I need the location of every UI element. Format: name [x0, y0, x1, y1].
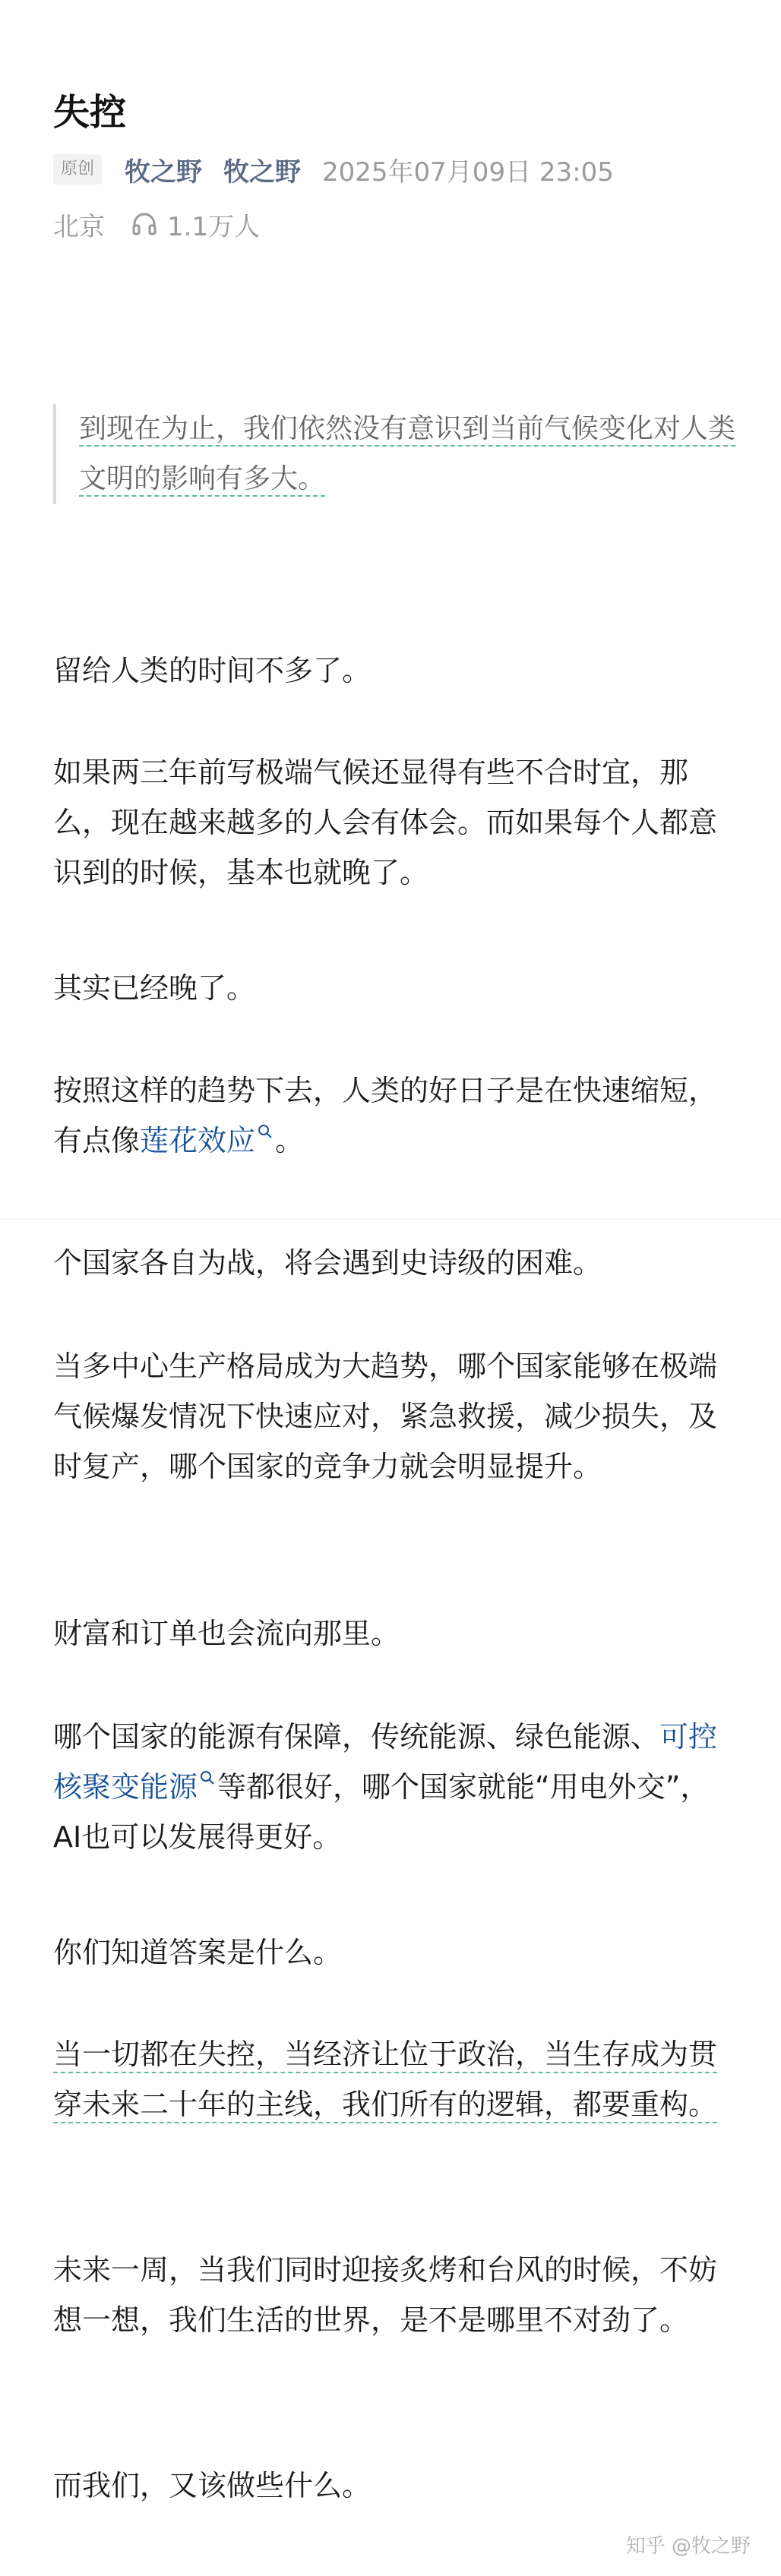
lotus-effect-link[interactable]: 莲花效应 — [140, 1124, 256, 1157]
original-badge: 原创 — [53, 154, 102, 185]
search-icon[interactable] — [257, 1123, 274, 1140]
headphone-icon — [131, 210, 158, 238]
paragraph — [53, 1065, 737, 1166]
paragraph: 当多中心生产格局成为大趋势，哪个国家能够在极端气候爆发情况下快速应对，紧急救援，减少损失，及时复产，哪个国家的竞争力就会明显提升。 — [53, 1350, 718, 1483]
article-meta — [53, 152, 614, 187]
author-name-repeat[interactable]: 牧之野 — [223, 156, 302, 188]
location: 北京 — [53, 211, 105, 242]
zhihu-watermark: 知乎 @牧之野 — [625, 2535, 751, 2558]
article-title: 失控 — [53, 91, 127, 134]
paragraph — [53, 2029, 737, 2129]
highlighted-text: 当一切都在失控，当经济让位于政治，当生存成为贯穿未来二十年的主线，我们所有的逻辑，都要重构。 — [53, 2038, 718, 2121]
paragraph-text: 等都很好，哪个国家就能“用电外交”，AI也可以发展得更好。 — [53, 1770, 710, 1854]
paragraph-text: 按照这样的趋势下去，人类的好日子是在快速缩短，有点像 — [53, 1074, 718, 1157]
paragraph-text: 哪个国家的能源有保障，传统能源、绿色能源、 — [53, 1720, 660, 1754]
paragraph — [53, 1712, 737, 1862]
divider — [0, 1218, 781, 1220]
article-meta-secondary — [53, 207, 260, 242]
quote-block — [53, 404, 737, 504]
publish-date: 2025年07月09日 23:05 — [322, 156, 614, 188]
fusion-energy-link[interactable]: 可控核聚变能源 — [53, 1720, 718, 1804]
paragraph: 未来一周，当我们同时迎接炙烤和台风的时候，不妨想一想，我们生活的世界，是不是哪里不对劲了。 — [53, 2253, 718, 2337]
paragraph: 其实已经晚了。 — [53, 971, 256, 1005]
listen-count: 1.1万人 — [167, 211, 261, 242]
paragraph: 你们知道答案是什么。 — [53, 1936, 343, 1969]
paragraph: 而我们，又该做些什么。 — [53, 2469, 372, 2502]
paragraph: 财富和订单也会流向那里。 — [53, 1617, 400, 1650]
quote-text: 到现在为止，我们依然没有意识到当前气候变化对人类文明的影响有多大。 — [79, 413, 736, 494]
paragraph: 留给人类的时间不多了。 — [53, 654, 372, 687]
paragraph: 个国家各自为战，将会遇到史诗级的困难。 — [53, 1246, 602, 1280]
paragraph-text: 。 — [275, 1124, 305, 1157]
paragraph: 如果两三年前写极端气候还显得有些不合时宜，那么，现在越来越多的人会有体会。而如果每个人都意识到的时候，基本也就晚了。 — [53, 756, 718, 889]
search-icon[interactable] — [199, 1769, 216, 1786]
author-name[interactable]: 牧之野 — [125, 156, 203, 188]
